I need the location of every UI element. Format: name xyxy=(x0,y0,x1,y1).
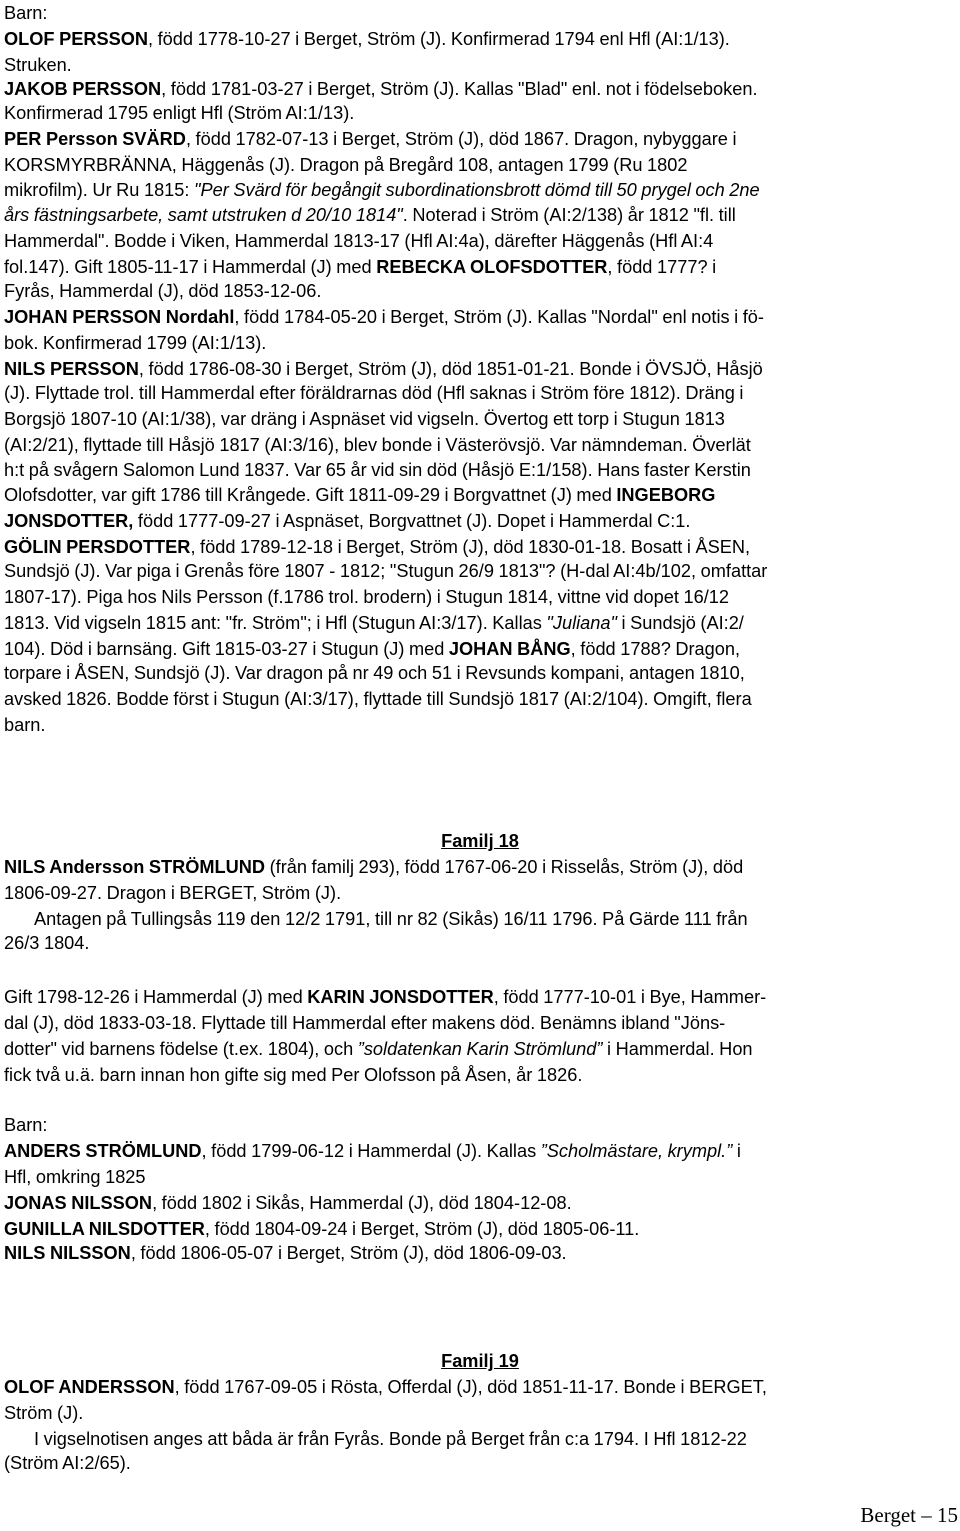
marriage-line: Gift 1798-12-26 i Hammerdal (J) med KARIN JONSDOTTER, född 1777-10-01 i Bye, Hammer- xyxy=(4,987,767,1007)
entry-jonas-nilsson: JONAS NILSSON, född 1802 i Sikås, Hammerdal (J), död 1804-12-08. xyxy=(4,1193,572,1213)
text-line: avsked 1826. Bodde först i Stugun (AI:3/17), flyttade till Sundsjö 1817 (AI:2/104). Omgift, flera xyxy=(4,689,752,709)
page-footer: Berget – 15 xyxy=(860,1503,958,1527)
text-line: JONSDOTTER, född 1777-09-27 i Aspnäset, Borgvattnet (J). Dopet i Hammerdal C:1. xyxy=(4,511,691,531)
text-line: Hammerdal". Bodde i Viken, Hammerdal 1813-17 (Hfl AI:4a), därefter Häggenås (Hfl AI:4 xyxy=(4,231,714,251)
text-line: Antagen på Tullingsås 119 den 12/2 1791, till nr 82 (Sikås) 16/11 1796. På Gärde 111 från xyxy=(34,909,748,929)
text-line: Olofsdotter, var gift 1786 till Krångede. Gift 1811-09-29 i Borgvattnet (J) med INGEBORG xyxy=(4,485,716,505)
text-line: (J). Flyttade trol. till Hammerdal efter föräldrarnas död (Hfl saknas i Ström före 1812). Dräng i xyxy=(4,383,744,403)
entry-per-svard: PER Persson SVÄRD, född 1782-07-13 i Berget, Ström (J), död 1867. Dragon, nybyggare i xyxy=(4,129,737,149)
text-line: I vigselnotisen anges att båda är från Fyrås. Bonde på Berget från c:a 1794. I Hfl 1812-22 xyxy=(34,1429,747,1449)
text-line: Sundsjö (J). Var piga i Grenås före 1807 - 1812; "Stugun 26/9 1813"? (H-dal AI:4b/102, omfattar xyxy=(4,561,768,581)
entry-anders-stromlund: ANDERS STRÖMLUND, född 1799-06-12 i Hammerdal (J). Kallas ”Scholmästare, krympl.” i xyxy=(4,1141,741,1161)
text-line: Fyrås, Hammerdal (J), död 1853-12-06. xyxy=(4,281,322,301)
text-line: (Ström AI:2/65). xyxy=(4,1453,131,1473)
entry-jakob-persson: JAKOB PERSSON, född 1781-03-27 i Berget, Ström (J). Kallas "Blad" enl. not i födelseboken. xyxy=(4,79,758,99)
entry-olof-persson: OLOF PERSSON, född 1778-10-27 i Berget, Ström (J). Konfirmerad 1794 enl Hfl (AI:1/13). xyxy=(4,29,730,49)
entry-olof-andersson: OLOF ANDERSSON, född 1767-09-05 i Rösta, Offerdal (J), död 1851-11-17. Bonde i BERGET, xyxy=(4,1377,767,1397)
text-line: barn. xyxy=(4,715,46,735)
entry-gunilla-nilsdotter: GUNILLA NILSDOTTER, född 1804-09-24 i Berget, Ström (J), död 1805-06-11. xyxy=(4,1219,640,1239)
text-line: 104). Död i barnsäng. Gift 1815-03-27 i Stugun (J) med JOHAN BÅNG, född 1788? Dragon, xyxy=(4,639,741,659)
text-line: 1813. Vid vigseln 1815 ant: "fr. Ström"; i Hfl (Stugun AI:3/17). Kallas "Juliana" i Sundsjö (AI:2/ xyxy=(4,613,744,633)
entry-johan-persson: JOHAN PERSSON Nordahl, född 1784-05-20 i Berget, Ström (J). Kallas "Nordal" enl notis i fö- xyxy=(4,307,764,327)
entry-nils-nilsson: NILS NILSSON, född 1806-05-07 i Berget, Ström (J), död 1806-09-03. xyxy=(4,1243,567,1263)
text-line: fol.147). Gift 1805-11-17 i Hammerdal (J) med REBECKA OLOFSDOTTER, född 1777? i xyxy=(4,257,717,277)
text-line: KORSMYRBRÄNNA, Häggenås (J). Dragon på Bregård 108, antagen 1799 (Ru 1802 xyxy=(4,155,688,175)
heading-familj-18: Familj 18 xyxy=(441,831,519,851)
text-line: Struken. xyxy=(4,55,72,75)
text-line: Borgsjö 1807-10 (AI:1/38), var dräng i Aspnäset vid vigseln. Övertog ett torp i Stugun 1813 xyxy=(4,409,725,429)
text-line: Konfirmerad 1795 enligt Hfl (Ström AI:1/13). xyxy=(4,103,355,123)
text-line: mikrofilm). Ur Ru 1815: "Per Svärd för begångit subordinationsbrott dömd till 50 prygel och 2ne xyxy=(4,180,760,200)
text-line: 26/3 1804. xyxy=(4,933,90,953)
entry-nils-persson: NILS PERSSON, född 1786-08-30 i Berget, Ström (J), död 1851-01-21. Bonde i ÖVSJÖ, Håsjö xyxy=(4,359,763,379)
text-line: 1806-09-27. Dragon i BERGET, Ström (J). xyxy=(4,883,342,903)
heading-familj-19: Familj 19 xyxy=(441,1351,519,1371)
barn-label: Barn: xyxy=(4,3,48,23)
text-line: dal (J), död 1833-03-18. Flyttade till Hammerdal efter makens död. Benämns ibland "Jöns- xyxy=(4,1013,726,1033)
text-line: 1807-17). Piga hos Nils Persson (f.1786 trol. brodern) i Stugun 1814, vittne vid dopet 16/12 xyxy=(4,587,729,607)
text-line: bok. Konfirmerad 1799 (AI:1/13). xyxy=(4,333,267,353)
text-line: dotter" vid barnens födelse (t.ex. 1804), och ”soldatenkan Karin Strömlund” i Hammerdal. Hon xyxy=(4,1039,753,1059)
entry-nils-stromlund: NILS Andersson STRÖMLUND (från familj 293), född 1767-06-20 i Risselås, Ström (J), död xyxy=(4,857,744,877)
text-line: års fästningsarbete, samt utstruken d 20/10 1814". Noterad i Ström (AI:2/138) år 1812 "fl. till xyxy=(4,205,736,225)
text-line: fick två u.ä. barn innan hon gifte sig med Per Olofsson på Åsen, år 1826. xyxy=(4,1065,583,1085)
text-line: torpare i ÅSEN, Sundsjö (J). Var dragon på nr 49 och 51 i Revsunds kompani, antagen 1810, xyxy=(4,663,745,683)
entry-golin-persdotter: GÖLIN PERSDOTTER, född 1789-12-18 i Berget, Ström (J), död 1830-01-18. Bosatt i ÅSEN, xyxy=(4,537,751,557)
text-line: h:t på svågern Salomon Lund 1837. Var 65 år vid sin död (Håsjö E:1/158). Hans faster Kerstin xyxy=(4,460,751,480)
text-line: Hfl, omkring 1825 xyxy=(4,1167,146,1187)
barn-label: Barn: xyxy=(4,1115,48,1135)
text-line: (AI:2/21), flyttade till Håsjö 1817 (AI:3/16), blev bonde i Västerövsjö. Var nämndeman. Överlät xyxy=(4,435,751,455)
text-line: Ström (J). xyxy=(4,1403,84,1423)
